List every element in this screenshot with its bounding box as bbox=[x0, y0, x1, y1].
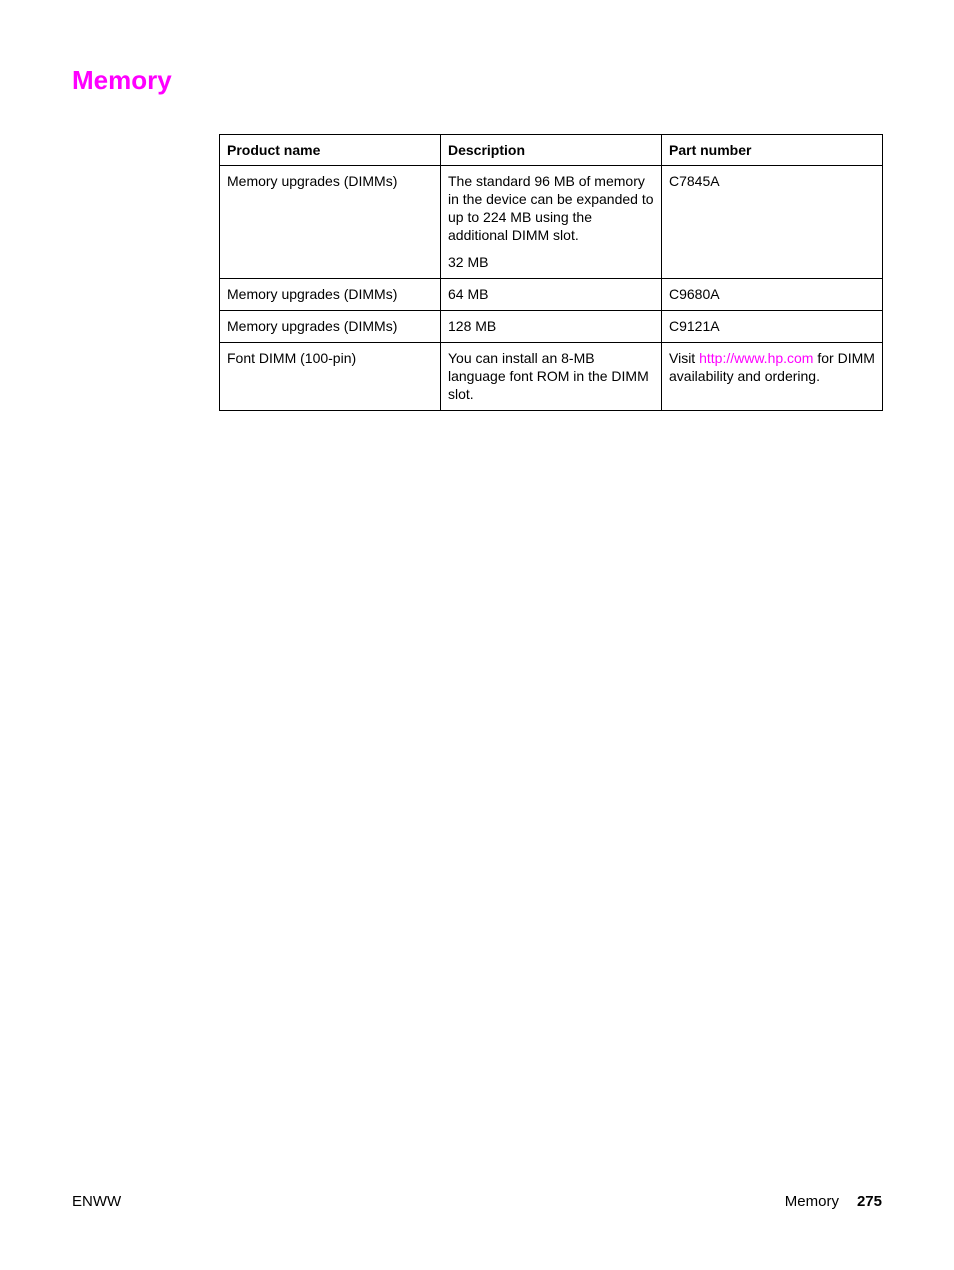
part-suffix-text: for DIMM availability and ordering. bbox=[669, 350, 875, 384]
column-header-description: Description bbox=[441, 135, 662, 166]
description-text: The standard 96 MB of memory in the device can be expanded to up to 224 MB using the additional DIMM slot. bbox=[448, 173, 654, 243]
product-name-cell: Memory upgrades (DIMMs) bbox=[220, 166, 441, 279]
product-name-cell: Font DIMM (100-pin) bbox=[220, 343, 441, 411]
description-cell: 64 MB bbox=[441, 279, 662, 311]
description-cell: You can install an 8-MB language font ROM in the DIMM slot. bbox=[441, 343, 662, 411]
footer-publication-code: ENWW bbox=[72, 1193, 122, 1210]
description-extra-text: 32 MB bbox=[448, 254, 489, 270]
table-row bbox=[220, 311, 883, 343]
footer-section-name: Memory bbox=[784, 1193, 839, 1210]
part-number-cell: C9680A bbox=[662, 279, 883, 311]
table-row bbox=[220, 279, 883, 311]
product-name-cell: Memory upgrades (DIMMs) bbox=[220, 311, 441, 343]
part-number-cell: C9121A bbox=[662, 311, 883, 343]
table-row bbox=[220, 343, 883, 411]
table-row bbox=[220, 166, 883, 279]
page-title: Memory bbox=[72, 65, 172, 95]
table-header-row bbox=[220, 135, 883, 166]
description-cell bbox=[441, 166, 662, 279]
page-number: 275 bbox=[856, 1193, 882, 1210]
product-name-cell: Memory upgrades (DIMMs) bbox=[220, 279, 441, 311]
part-number-cell bbox=[662, 343, 883, 411]
hp-website-link[interactable]: http://www.hp.com bbox=[699, 350, 814, 366]
part-prefix-text: Visit bbox=[669, 350, 696, 366]
column-header-product-name: Product name bbox=[220, 135, 441, 166]
part-number-cell: C7845A bbox=[662, 166, 883, 279]
description-cell: 128 MB bbox=[441, 311, 662, 343]
footer-right bbox=[785, 1192, 882, 1212]
column-header-part-number: Part number bbox=[662, 135, 883, 166]
memory-table bbox=[219, 134, 883, 411]
